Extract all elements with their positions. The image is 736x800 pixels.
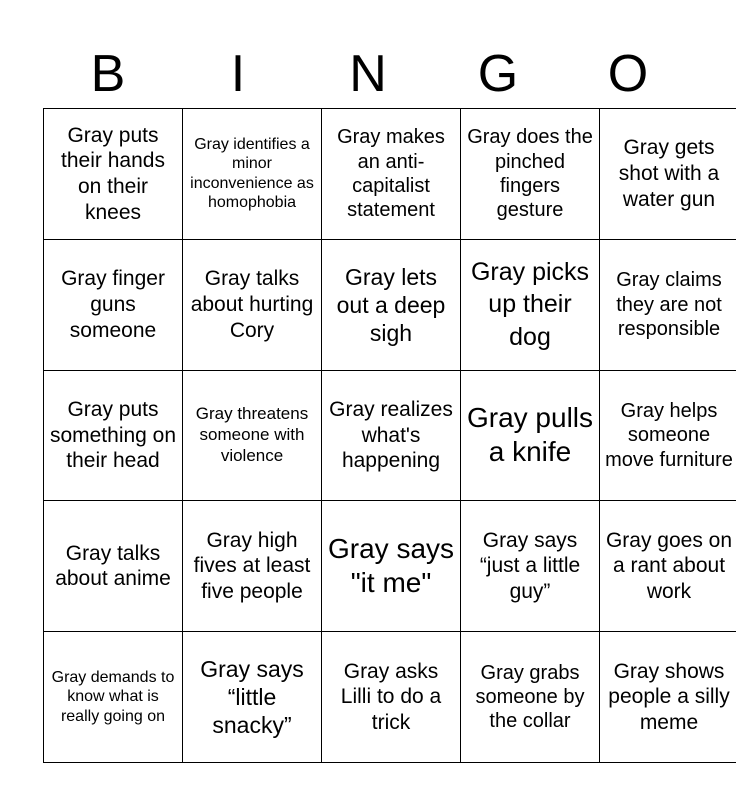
bingo-row	[44, 109, 736, 240]
cell-text: Gray puts their hands on their knees	[61, 123, 165, 224]
bingo-cell	[322, 109, 461, 240]
bingo-cell	[600, 370, 736, 501]
bingo-cell	[44, 632, 183, 763]
cell-text: Gray talks about hurting Cory	[190, 267, 314, 342]
bingo-cell	[183, 109, 322, 240]
cell-text: Gray grabs someone by the collar	[475, 661, 585, 733]
header-letter-n: N	[349, 45, 387, 103]
bingo-cell	[461, 370, 600, 501]
cell-text: Gray finger guns someone	[61, 267, 165, 342]
cell-text: Gray picks up their dog	[470, 257, 590, 351]
cell-text: Gray goes on a rant about work	[605, 528, 733, 604]
bingo-cell	[183, 370, 322, 501]
bingo-cell	[461, 632, 600, 763]
cell-text: Gray puts something on their head	[49, 398, 177, 473]
bingo-grid	[43, 108, 736, 763]
bingo-cell	[183, 501, 322, 632]
cell-text: Gray says “little snacky”	[200, 656, 304, 739]
bingo-cell	[600, 632, 736, 763]
bingo-cell	[44, 109, 183, 240]
bingo-cell	[600, 501, 736, 632]
bingo-cell	[461, 501, 600, 632]
bingo-cell	[44, 239, 183, 370]
bingo-row	[44, 501, 736, 632]
header-letter-b: B	[90, 45, 126, 103]
cell-text: Gray makes an anti-capitalist statement	[337, 126, 445, 222]
cell-text: Gray demands to know what is really going on	[51, 668, 175, 725]
bingo-cell	[322, 239, 461, 370]
cell-text: Gray helps someone move furniture	[605, 399, 733, 471]
bingo-cell	[600, 109, 736, 240]
bingo-cell	[44, 501, 183, 632]
bingo-cell	[322, 501, 461, 632]
bingo-cell	[44, 370, 183, 501]
cell-text: Gray high fives at least five people	[193, 528, 311, 604]
cell-text: Gray pulls a knife	[466, 402, 594, 468]
cell-text: Gray says "it me"	[327, 533, 455, 599]
cell-text: Gray threatens someone with violence	[195, 404, 309, 465]
cell-text: Gray realizes what's happening	[329, 398, 453, 473]
bingo-row	[44, 632, 736, 763]
cell-text: Gray gets shot with a water gun	[618, 136, 720, 211]
bingo-row	[44, 370, 736, 501]
header-letter-i: I	[230, 45, 246, 103]
bingo-cell	[183, 239, 322, 370]
bingo-header	[43, 40, 693, 108]
header-letter-g: G	[477, 45, 519, 103]
cell-text: Gray asks Lilli to do a trick	[340, 659, 442, 734]
bingo-row	[44, 239, 736, 370]
cell-text: Gray identifies a minor inconvenience as homophobia	[190, 135, 314, 212]
bingo-cell	[600, 239, 736, 370]
bingo-cell	[461, 109, 600, 240]
cell-text: Gray talks about anime	[55, 541, 171, 591]
bingo-cell	[322, 370, 461, 501]
bingo-cell	[183, 632, 322, 763]
cell-text: Gray shows people a silly meme	[608, 659, 730, 734]
cell-text: Gray does the pinched fingers gesture	[467, 126, 593, 222]
bingo-cell	[461, 239, 600, 370]
cell-text: Gray says “just a little guy”	[479, 528, 581, 604]
cell-text: Gray claims they are not responsible	[616, 269, 722, 340]
cell-text: Gray lets out a deep sigh	[336, 263, 446, 346]
header-letter-o: O	[607, 45, 649, 103]
bingo-cell	[322, 632, 461, 763]
